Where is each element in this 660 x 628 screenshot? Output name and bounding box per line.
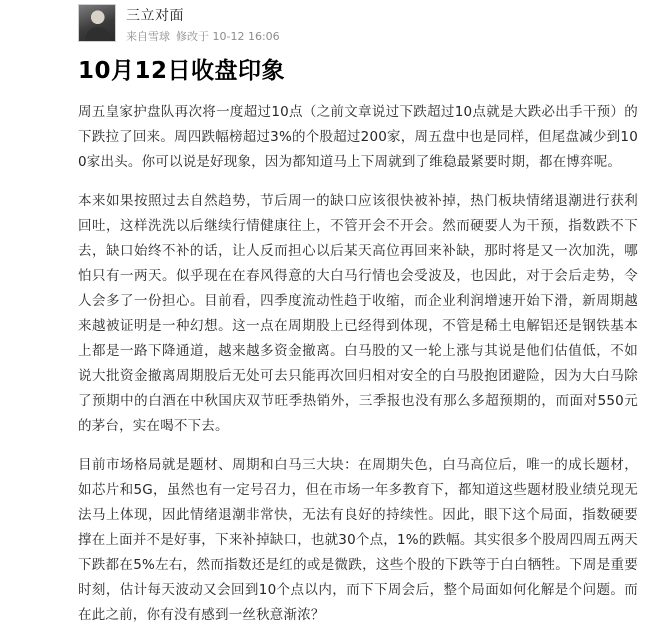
- article-paragraph: 目前市场格局就是题材、周期和白马三大块：在周期失色，白马高位后，唯一的成长题材，如芯片和5G，虽然也有一定号召力，但在市场一年多教育下，都知道这些题材股业绩兑现无法马上体现，因此情绪退潮非常快，无法有良好的持续性。因此，眼下这个局面，指数硬要撑在上面并不是好事，下来补掉缺口，也就30个点，1%的跌幅。其实很多个股周四周五两天下跌都在5%左右，然而指数还是红的或是微跌，这些个股的下跌等于白白牺牲。下周是重要时刻，估计每天波动又会回到10个点以内，而下下周会后，整个局面如何化解是个问题。而在此之前，你有没有感到一丝秋意渐浓？: [78, 457, 638, 623]
- post-meta: [126, 30, 280, 44]
- post-timestamp: 修改于 10-12 16:06: [176, 30, 280, 43]
- post-source[interactable]: 来自雪球: [126, 30, 170, 43]
- post-header: [0, 0, 660, 44]
- avatar[interactable]: [78, 4, 116, 42]
- author-name[interactable]: 三立对面: [126, 8, 184, 24]
- article-body: [78, 100, 638, 628]
- article: [0, 56, 660, 628]
- article-paragraph: 本来如果按照过去自然趋势，节后周一的缺口应该很快被补掉，热门板块情绪退潮进行获利回吐，这样洗洗以后继续行情健康往上，不管开会不开会。然而硬要人为干预，指数跌不下去，缺口始终不补的话，让人反而担心以后某天高位再回来补缺，那时将是又一次加洗，哪怕只有一两天。似乎现在在春风得意的大白马行情也会受波及，也因此，对于会后走势，令人会多了一份担心。目前看，四季度流动性趋于收缩，而企业利润增速开始下滑，新周期越来越被证明是一种幻想。这一点在周期股上已经得到体现，不管是稀土电解铝还是钢铁基本上都是一路下降通道，越来越多资金撤离。白马股的又一轮上涨与其说是他们估值低，不如说大批资金撤离周期股后无处可去只能再次回归相对安全的白马股抱团避险，因为大白马除了预期中的白酒在中秋国庆双节旺季热销外，三季报也没有那么多超预期的，而面对550元的茅台，实在喝不下去。: [78, 193, 638, 434]
- page-title: 10月12日收盘印象: [78, 58, 286, 84]
- author-block: [126, 6, 280, 44]
- article-paragraph: 周五皇家护盘队再次将一度超过10点（之前文章说过下跌超过10点就是大跌必出手干预）的下跌拉了回来。周四跌幅榜超过3%的个股超过200家，周五盘中也是同样，但尾盘减少到100家出头。你可以说是好现象，因为都知道马上下周就到了维稳最紧要时期，都在博弈呢。: [78, 104, 638, 170]
